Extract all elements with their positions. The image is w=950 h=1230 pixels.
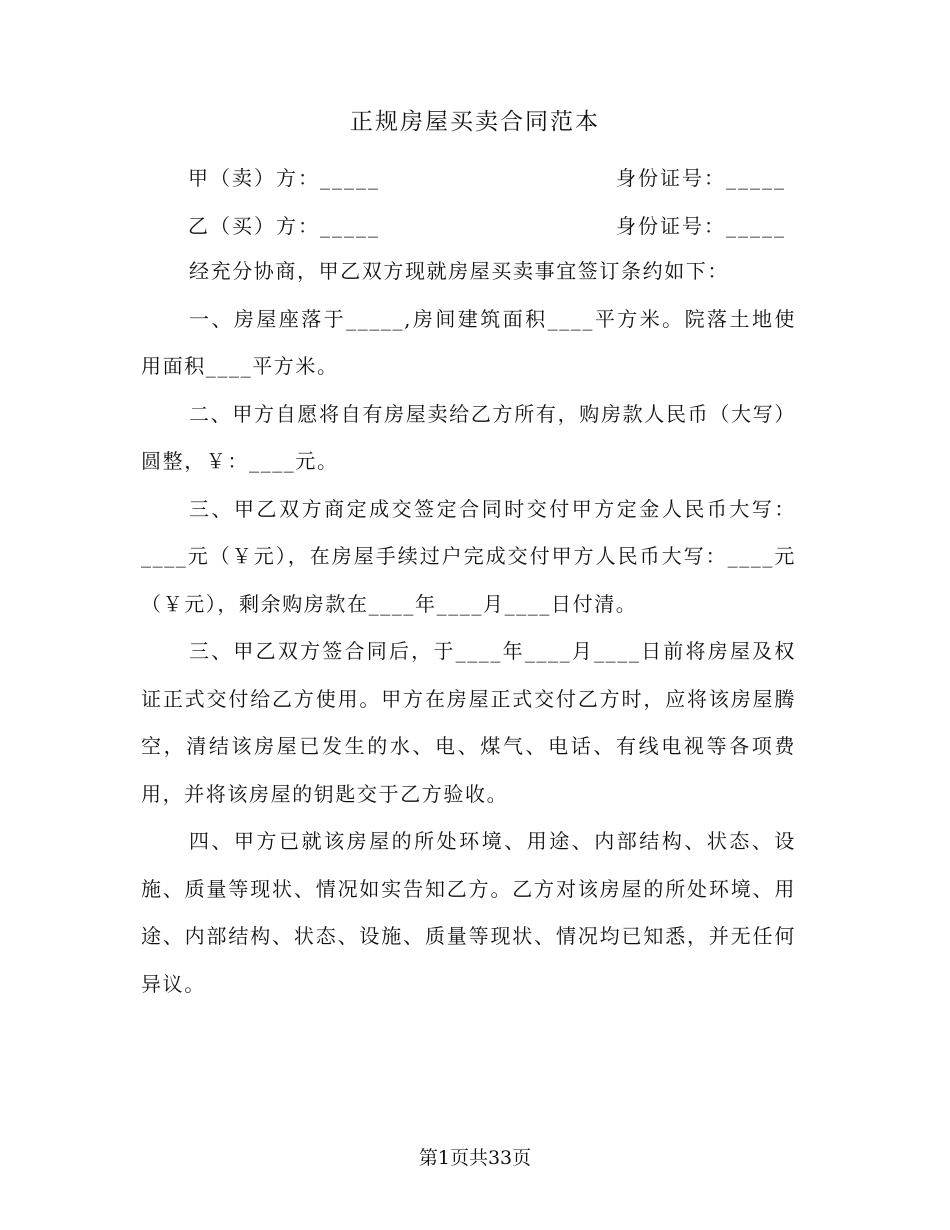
contract-body bbox=[141, 248, 796, 1008]
party-b-id-label: 身份证号：_____ bbox=[616, 214, 786, 238]
party-a-label: 甲（卖）方：_____ bbox=[188, 166, 380, 190]
paragraph-clause-3b: 三、甲乙双方签合同后，于____年____月____日前将房屋及权证正式交付给乙方使用。甲方在房屋正式交付乙方时，应将该房屋腾空，清结该房屋已发生的水、电、煤气、电话、有线电视等各项费用，并将该房屋的钥匙交于乙方验收。 bbox=[141, 639, 796, 806]
paragraph-clause-2: 二、甲方自愿将自有房屋卖给乙方所有，购房款人民币（大写）圆整，￥：____元。 bbox=[141, 401, 796, 473]
document-title: 正规房屋买卖合同范本 bbox=[350, 109, 600, 135]
party-b-label: 乙（买）方：_____ bbox=[188, 214, 380, 238]
paragraph-clause-1: 一、房屋座落于_____,房间建筑面积____平方米。院落土地使用面积____平方米。 bbox=[141, 306, 796, 378]
page-number: 第1页共33页 bbox=[418, 1147, 532, 1169]
party-a-id-label: 身份证号：_____ bbox=[616, 166, 786, 190]
paragraph-clause-4: 四、甲方已就该房屋的所处环境、用途、内部结构、状态、设施、质量等现状、情况如实告知乙方。乙方对该房屋的所处环境、用途、内部结构、状态、设施、质量等现状、情况均已知悉，并无任何异议。 bbox=[141, 829, 796, 996]
paragraph-clause-3a: 三、甲乙双方商定成交签定合同时交付甲方定金人民币大写：____元（￥元），在房屋手续过户完成交付甲方人民币大写：____元（￥元），剩余购房款在____年____月____日付清。 bbox=[141, 496, 796, 616]
paragraph-intro: 经充分协商，甲乙双方现就房屋买卖事宜签订条约如下： bbox=[189, 259, 729, 283]
